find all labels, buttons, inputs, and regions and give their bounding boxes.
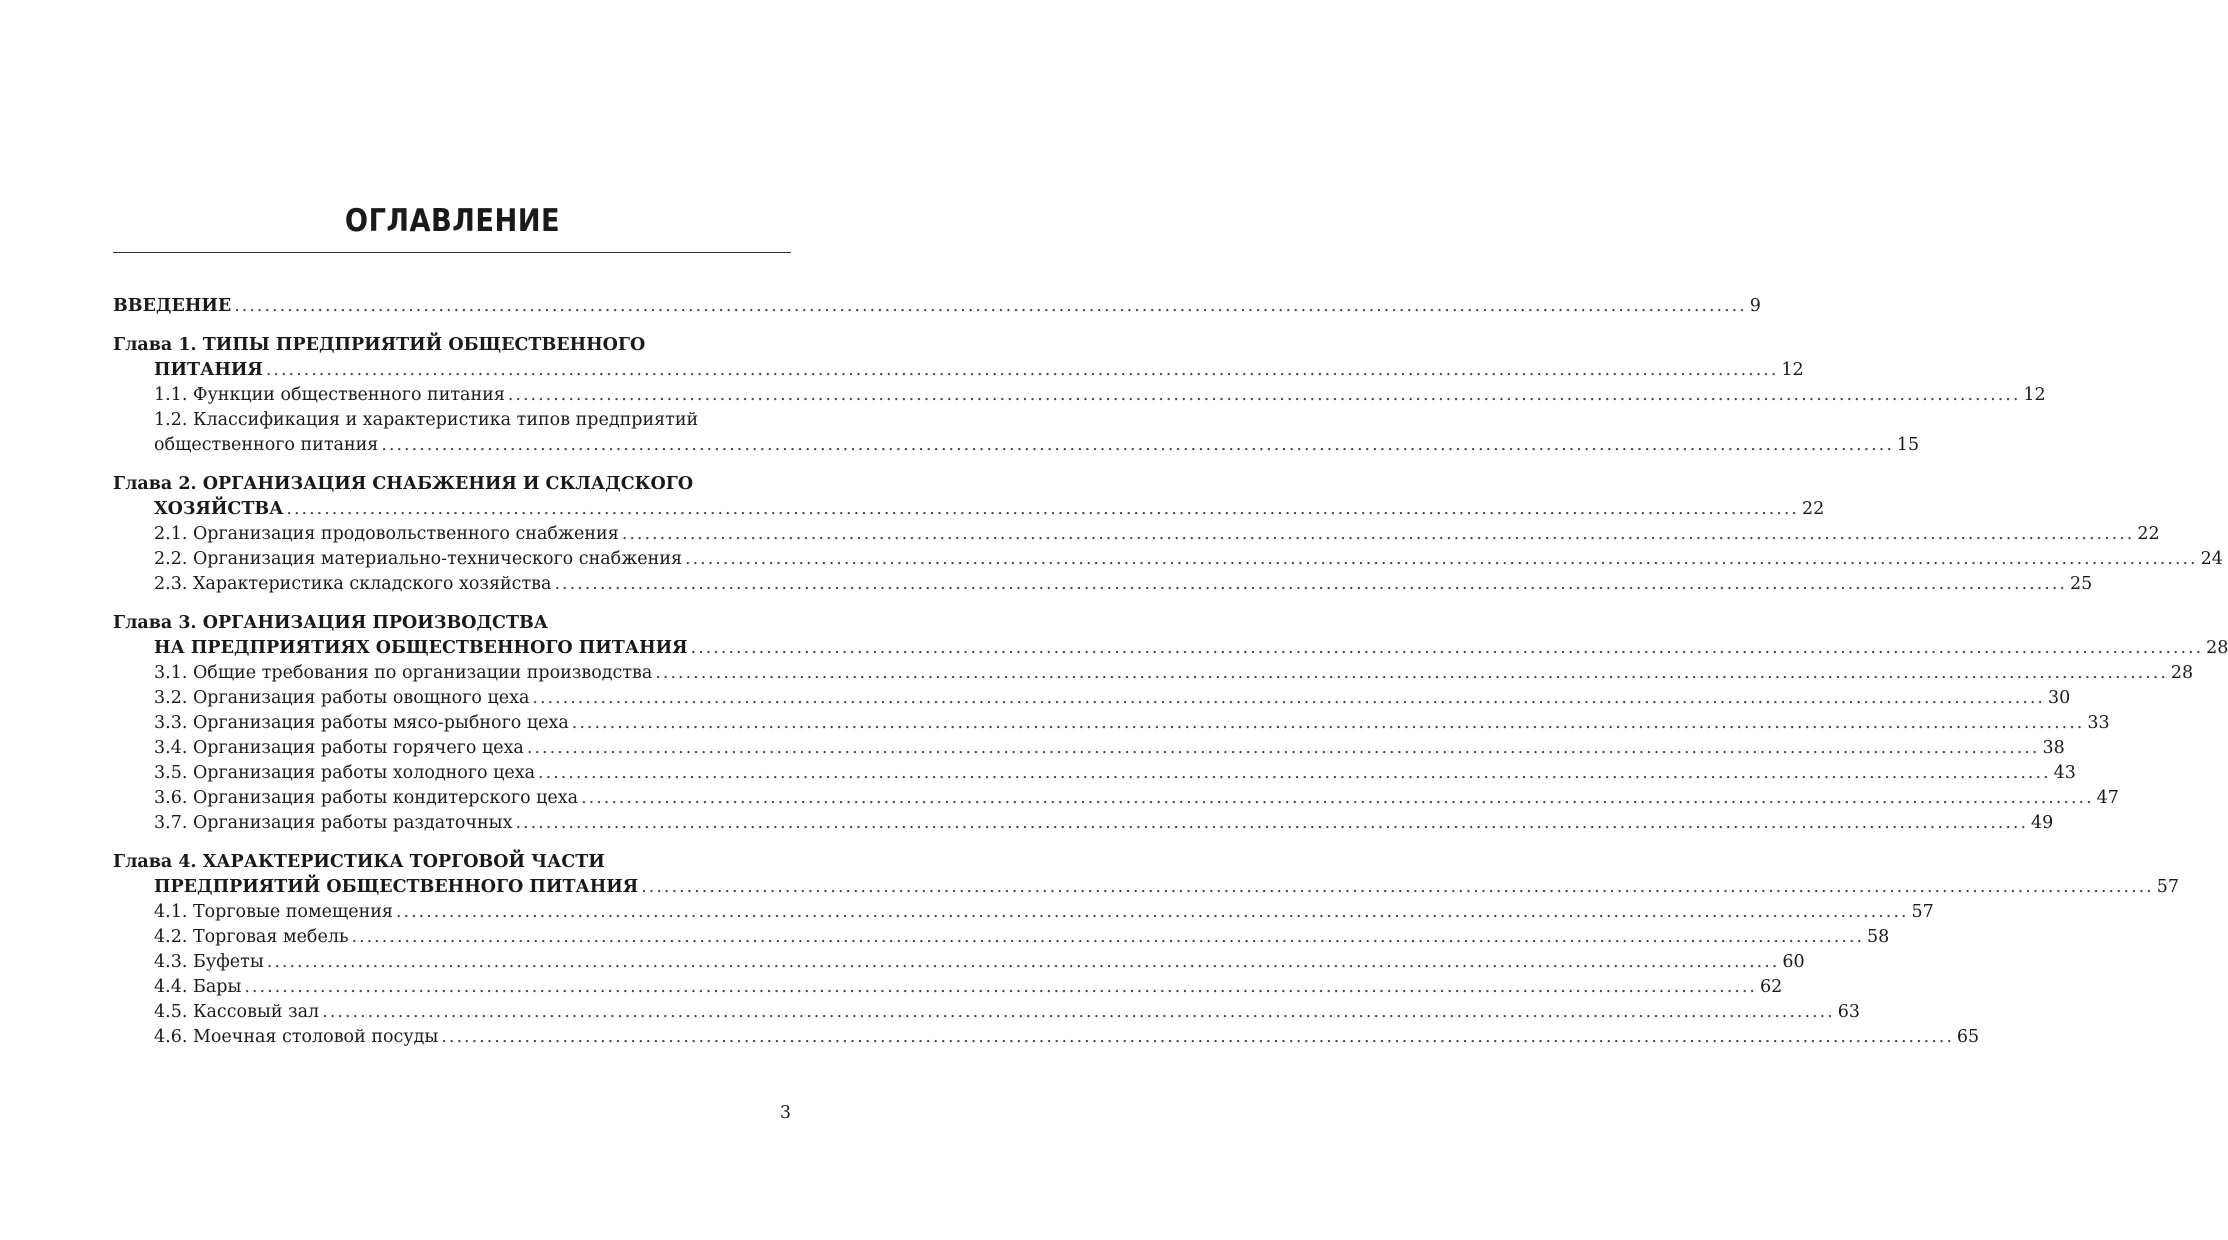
leader-dots: ........................................................................................................................................................................................................ <box>581 788 2094 808</box>
toc-entry-page: 24 <box>2200 549 2223 569</box>
chapter-title-cont: ПРЕДПРИЯТИЙ ОБЩЕСТВЕННОГО ПИТАНИЯ <box>154 877 639 897</box>
section-title: 3.7. Организация работы раздаточных <box>154 813 513 833</box>
table-of-contents <box>113 294 2228 1050</box>
toc-entry-section[interactable] <box>113 522 2160 547</box>
toc-entry-page: 49 <box>2031 813 2054 833</box>
toc-entry-page: 43 <box>2053 763 2076 783</box>
toc-entry-section[interactable] <box>113 925 1890 950</box>
chapter-title-cont: НА ПРЕДПРИЯТИЯХ ОБЩЕСТВЕННОГО ПИТАНИЯ <box>154 638 688 658</box>
toc-entry-page: 33 <box>2087 713 2110 733</box>
toc-entry-page: 38 <box>2042 738 2065 758</box>
toc-entry-page: 9 <box>1749 296 1761 316</box>
toc-entry-page: 57 <box>2156 877 2180 897</box>
chapter-title-cont: ПИТАНИЯ <box>154 360 263 380</box>
chapter-title: Глава 2. ОРГАНИЗАЦИЯ СНАБЖЕНИЯ И СКЛАДСКОГО <box>113 474 694 494</box>
toc-entry-section[interactable] <box>113 686 2071 711</box>
leader-dots: ........................................................................................................................................................................................................ <box>351 927 1865 947</box>
section-title: 2.1. Организация продовольственного снабжения <box>154 524 619 544</box>
leader-dots: ........................................................................................................................................................................................................ <box>538 763 2051 783</box>
toc-entry-page: 63 <box>1837 1002 1861 1022</box>
toc-entry-page: 12 <box>2023 385 2046 405</box>
section-title: 4.3. Буфеты <box>154 952 264 972</box>
chapter-title: Глава 3. ОРГАНИЗАЦИЯ ПРОИЗВОДСТВА <box>113 613 549 633</box>
toc-entry-chapter-2[interactable] <box>113 497 1825 522</box>
leader-dots: ........................................................................................................................................................................................................ <box>685 549 2198 569</box>
toc-entry-section[interactable] <box>113 572 2093 597</box>
toc-entry-page: 28 <box>2206 638 2228 658</box>
section-title: 3.2. Организация работы овощного цеха <box>154 688 530 708</box>
leader-dots: ........................................................................................................................................................................................................ <box>515 813 2029 833</box>
chapter-title: Глава 4. ХАРАКТЕРИСТИКА ТОРГОВОЙ ЧАСТИ <box>113 852 605 872</box>
section-title-cont: общественного питания <box>154 435 379 455</box>
section-title: 2.3. Характеристика складского хозяйства <box>154 574 552 594</box>
section-title: 3.5. Организация работы холодного цеха <box>154 763 536 783</box>
toc-entry-page: 47 <box>2096 788 2119 808</box>
leader-dots: ........................................................................................................................................................................................................ <box>286 499 1799 519</box>
leader-dots: ........................................................................................................................................................................................................ <box>266 952 1780 972</box>
leader-dots: ........................................................................................................................................................................................................ <box>641 877 2154 897</box>
section-title: 4.6. Моечная столовой посуды <box>154 1027 439 1047</box>
leader-dots: ........................................................................................................................................................................................................ <box>244 977 1757 997</box>
leader-dots: ........................................................................................................................................................................................................ <box>690 638 2204 658</box>
section-title: 4.4. Бары <box>154 977 242 997</box>
section-title: 3.4. Организация работы горячего цеха <box>154 738 524 758</box>
toc-entry-page: 25 <box>2070 574 2093 594</box>
toc-entry-section[interactable] <box>113 433 1920 458</box>
toc-entry-section[interactable] <box>113 736 2065 761</box>
toc-entry-title: ВВЕДЕНИЕ <box>113 296 232 316</box>
section-title: 3.1. Общие требования по организации производства <box>154 663 653 683</box>
page-number: 3 <box>779 1103 791 1123</box>
toc-entry-intro[interactable] <box>113 294 1761 319</box>
page-title: ОГЛАВЛЕНИЕ <box>344 203 561 239</box>
section-title: 4.1. Торговые помещения <box>154 902 393 922</box>
toc-entry-section[interactable] <box>113 661 2194 686</box>
chapter-title-line[interactable] <box>113 472 791 497</box>
leader-dots: ........................................................................................................................................................................................................ <box>507 385 2021 405</box>
toc-entry-page: 60 <box>1782 952 1805 972</box>
toc-entry-page: 57 <box>1911 902 1934 922</box>
toc-entry-chapter-1[interactable] <box>113 358 1804 383</box>
toc-entry-page: 62 <box>1759 977 1783 997</box>
leader-dots: ........................................................................................................................................................................................................ <box>554 574 2067 594</box>
leader-dots: ........................................................................................................................................................................................................ <box>265 360 1779 380</box>
toc-entry-section[interactable] <box>113 811 2054 836</box>
toc-entry-section[interactable] <box>113 786 2119 811</box>
toc-entry-section-line[interactable] <box>113 408 791 433</box>
toc-entry-section[interactable] <box>113 900 1934 925</box>
toc-entry-page: 58 <box>1867 927 1890 947</box>
leader-dots: ........................................................................................................................................................................................................ <box>381 435 1894 455</box>
toc-entry-section[interactable] <box>113 975 1783 1000</box>
leader-dots: ........................................................................................................................................................................................................ <box>441 1027 1954 1047</box>
section-title: 4.5. Кассовый зал <box>154 1002 320 1022</box>
chapter-title: Глава 1. ТИПЫ ПРЕДПРИЯТИЙ ОБЩЕСТВЕННОГО <box>113 335 646 355</box>
toc-entry-page: 12 <box>1781 360 1804 380</box>
toc-entry-page: 22 <box>2137 524 2160 544</box>
toc-entry-chapter-3[interactable] <box>113 636 2228 661</box>
section-title: 1.2. Классификация и характеристика типов предприятий <box>154 410 699 430</box>
leader-dots: ........................................................................................................................................................................................................ <box>526 738 2040 758</box>
chapter-title-line[interactable] <box>113 850 791 875</box>
toc-entry-section[interactable] <box>113 761 2076 786</box>
toc-entry-page: 22 <box>1801 499 1825 519</box>
section-title: 4.2. Торговая мебель <box>154 927 349 947</box>
leader-dots: ........................................................................................................................................................................................................ <box>532 688 2045 708</box>
title-divider <box>113 252 791 253</box>
leader-dots: ........................................................................................................................................................................................................ <box>621 524 2135 544</box>
toc-entry-section[interactable] <box>113 711 2110 736</box>
chapter-title-cont: ХОЗЯЙСТВА <box>154 499 284 519</box>
leader-dots: ........................................................................................................................................................................................................ <box>234 296 1747 316</box>
toc-entry-page: 65 <box>1956 1027 1980 1047</box>
section-title: 3.6. Организация работы кондитерского цеха <box>154 788 579 808</box>
leader-dots: ........................................................................................................................................................................................................ <box>322 1002 1835 1022</box>
toc-entry-page: 30 <box>2047 688 2071 708</box>
chapter-title-line[interactable] <box>113 611 791 636</box>
toc-entry-section[interactable] <box>113 383 2046 408</box>
toc-entry-section[interactable] <box>113 1025 1980 1050</box>
section-title: 2.2. Организация материально-технического снабжения <box>154 549 683 569</box>
section-title: 3.3. Организация работы мясо-рыбного цеха <box>154 713 569 733</box>
toc-entry-chapter-4[interactable] <box>113 875 2180 900</box>
leader-dots: ........................................................................................................................................................................................................ <box>571 713 2085 733</box>
toc-entry-page: 15 <box>1896 435 1920 455</box>
chapter-title-line[interactable] <box>113 333 791 358</box>
leader-dots: ........................................................................................................................................................................................................ <box>395 902 1909 922</box>
toc-entry-page: 28 <box>2170 663 2194 683</box>
leader-dots: ........................................................................................................................................................................................................ <box>655 663 2168 683</box>
toc-entry-section[interactable] <box>113 950 1805 975</box>
toc-entry-section[interactable] <box>113 547 2223 572</box>
section-title: 1.1. Функции общественного питания <box>154 385 505 405</box>
toc-entry-section[interactable] <box>113 1000 1861 1025</box>
